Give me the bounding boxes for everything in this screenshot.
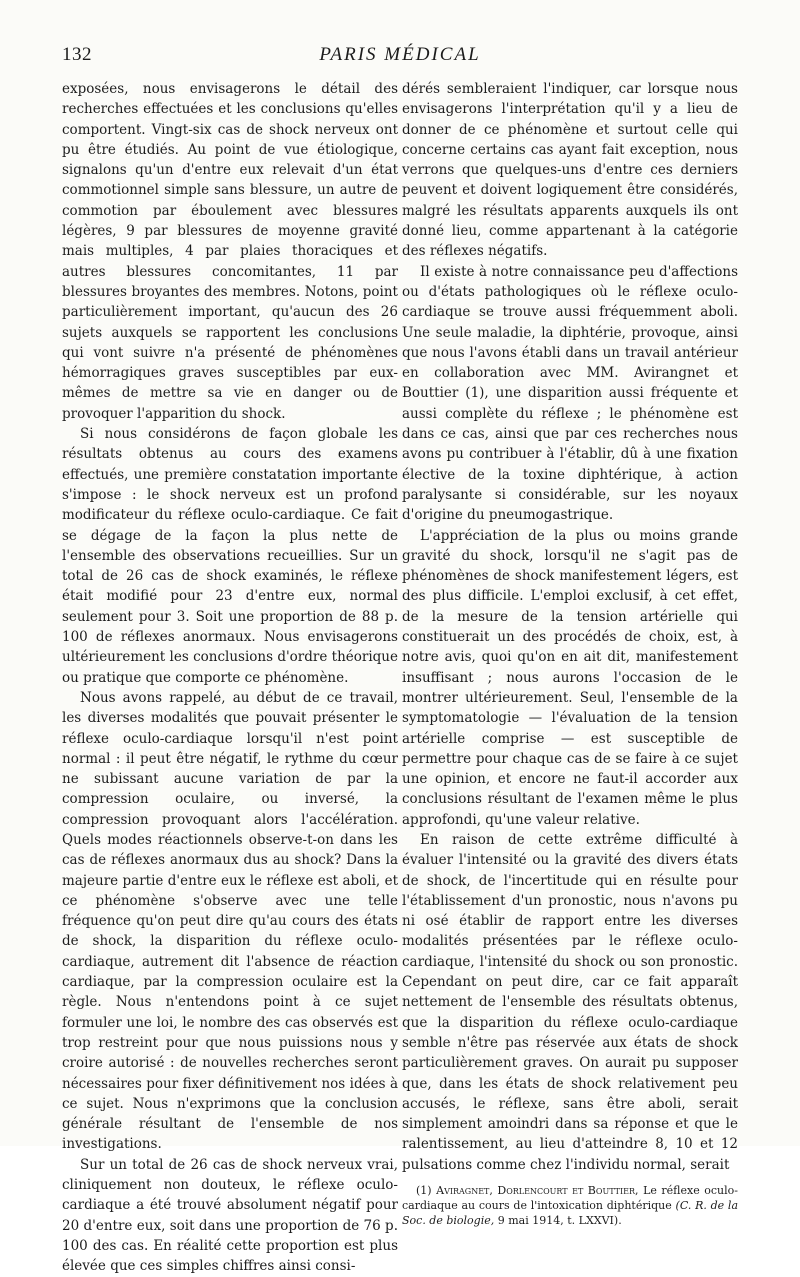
- paragraph: Si nous considérons de façon globale les résultats obtenus au cours des examens effectués, une première constatation importante s'impose : le shock nerveux est un profond modificateur du réflexe oculo-cardiaque. Ce fait se dégage de la façon la plus nette de l'ensemble des observations recueillies. Sur un total de 26 cas de shock examinés, le réflexe était modifié pour 23 d'entre eux, normal seulement pour 3. Soit une proportion de 88 p. 100 de réflexes anormaux. Nous envisagerons ultérieurement les conclusions d'ordre théorique ou pratique que comporte ce phénomène.: [62, 426, 398, 686]
- right-column: [402, 79, 738, 1228]
- running-title: PARIS MÉDICAL: [319, 44, 481, 65]
- footnote-marker: (1): [416, 1184, 432, 1198]
- left-column: [62, 79, 398, 1277]
- footnote-journal: (C. R. de la Soc. de biologie,: [402, 1199, 739, 1228]
- paragraph: Sur un total de 26 cas de shock nerveux vrai, cliniquement non douteux, le réflexe oculo-cardiaque a été trouvé absolument négatif pour 20 d'entre eux, soit dans une proportion de 76 p. 100 des cas. En réalité cette proportion est plus élevée que ces simples chiffres ainsi consi-: [62, 1156, 398, 1275]
- paragraph: dérés sembleraient l'indiquer, car lorsque nous envisagerons l'interprétation qu'il y a lieu de donner de ce phénomène et surtout celle qui concerne certains cas ayant fait exception, nous verrons que quelques-uns d'entre ces derniers peuvent et doivent logiquement être considérés, malgré les résultats apparents auxquels ils ont donné lieu, comme appartenant à la catégorie des réflexes négatifs.: [402, 81, 738, 260]
- page-number: 132: [62, 44, 92, 65]
- paragraph: L'appréciation de la plus ou moins grande gravité du shock, lorsqu'il ne s'agit pas de phénomènes de shock manifestement légers, est des plus difficile. L'emploi exclusif, à cet effet, de la mesure de la tension artérielle qui constituerait un des procédés de choix, est, à notre avis, quoi qu'on en ait dit, manifestement insuffisant ; nous aurons l'occasion de le montrer ultérieurement. Seul, l'ensemble de la symptomatologie — l'évaluation de la tension artérielle comprise — est susceptible de permettre pour chaque cas de se faire à ce sujet une opinion, et encore ne faut-il accorder aux conclusions résultant de l'examen même le plus approfondi, qu'une valeur relative.: [402, 527, 738, 828]
- paragraph: Nous avons rappelé, au début de ce travail, les diverses modalités que pouvait présenter le réflexe oculo-cardiaque lorsqu'il n'est point normal : il peut être négatif, le rythme du cœur ne subissant aucune variation de par la compression oculaire, ou inversé, la compression provoquant alors l'accélération. Quels modes réactionnels observe-t-on dans les cas de réflexes anormaux dus au shock? Dans la majeure partie d'entre eux le réflexe est aboli, et ce phénomène s'observe avec une telle fréquence qu'on peut dire qu'au cours des états de shock, la disparition du réflexe oculo-cardiaque, autrement dit l'absence de réaction cardiaque, par la compression oculaire est la règle. Nous n'entendons point à ce sujet formuler une loi, le nombre des cas observés est trop restreint pour que nous puissions nous y croire autorisé : de nouvelles recherches seront nécessaires pour fixer définitivement nos idées à ce sujet. Nous n'exprimons que la conclusion générale résultant de l'ensemble de nos investigations.: [62, 689, 398, 1153]
- footnote-authors: Aviragnet, Dorlencourt et Bouttier,: [436, 1184, 639, 1198]
- paragraph: Il existe à notre connaissance peu d'affections ou d'états pathologiques où le réflexe oculo-cardiaque se trouve aussi fréquemment aboli. Une seule maladie, la diphtérie, provoque, ainsi que nous l'avons établi dans un travail antérieur en collaboration avec MM. Avirangnet et Bouttier (1), une disparition aussi fréquente et aussi complète du réflexe ; le phénomène est dans ce cas, ainsi que par ces recherches nous avons pu contribuer à l'établir, dû à une fixation élective de la toxine diphtérique, à action paralysante si considérable, sur les noyaux d'origine du pneumogastrique.: [402, 263, 738, 524]
- footnote-title: Le réflexe oculo-cardiaque au cours de l'intoxication diphtérique: [402, 1184, 738, 1213]
- paragraph: exposées, nous envisagerons le détail des recherches effectuées et les conclusions qu'elles comportent. Vingt-six cas de shock nerveux ont pu être étudiés. Au point de vue étiologique, signalons qu'un d'entre eux relevait d'un état commotionnel simple sans blessure, un autre de commotion par éboulement avec blessures légères, 9 par blessures de moyenne gravité mais multiples, 4 par plaies thoraciques et autres blessures concomitantes, 11 par blessures broyantes des membres. Notons, point particulièrement important, qu'aucun des 26 sujets auxquels se rapportent les conclusions qui vont suivre n'a présenté de phénomènes hémorragiques graves susceptibles par eux-mêmes de mettre sa vie en danger ou de provoquer l'apparition du shock.: [62, 81, 398, 422]
- paragraph: En raison de cette extrême difficulté à évaluer l'intensité ou la gravité des divers états de shock, de l'incertitude qui en résulte pour l'établissement d'un pronostic, nous n'avons pu ni osé établir de rapport entre les diverses modalités présentées par le réflexe oculo-cardiaque, l'intensité du shock ou son pronostic. Cependant on peut dire, car ce fait apparaît nettement de l'ensemble des résultats obtenus, que la disparition du réflexe oculo-cardiaque semble n'être pas réservée aux états de shock particulièrement graves. On aurait pu supposer que, dans les états de shock relativement peu accusés, le réflexe, sans être aboli, serait simplement amoindri dans sa réponse et que le ralentissement, au lieu d'atteindre 8, 10 et 12 pulsations comme chez l'individu normal, serait: [402, 831, 738, 1173]
- footnote: [402, 1183, 738, 1228]
- page-header: [62, 44, 738, 70]
- footnote-date: 9 mai 1914, t. LXXVI).: [497, 1214, 622, 1228]
